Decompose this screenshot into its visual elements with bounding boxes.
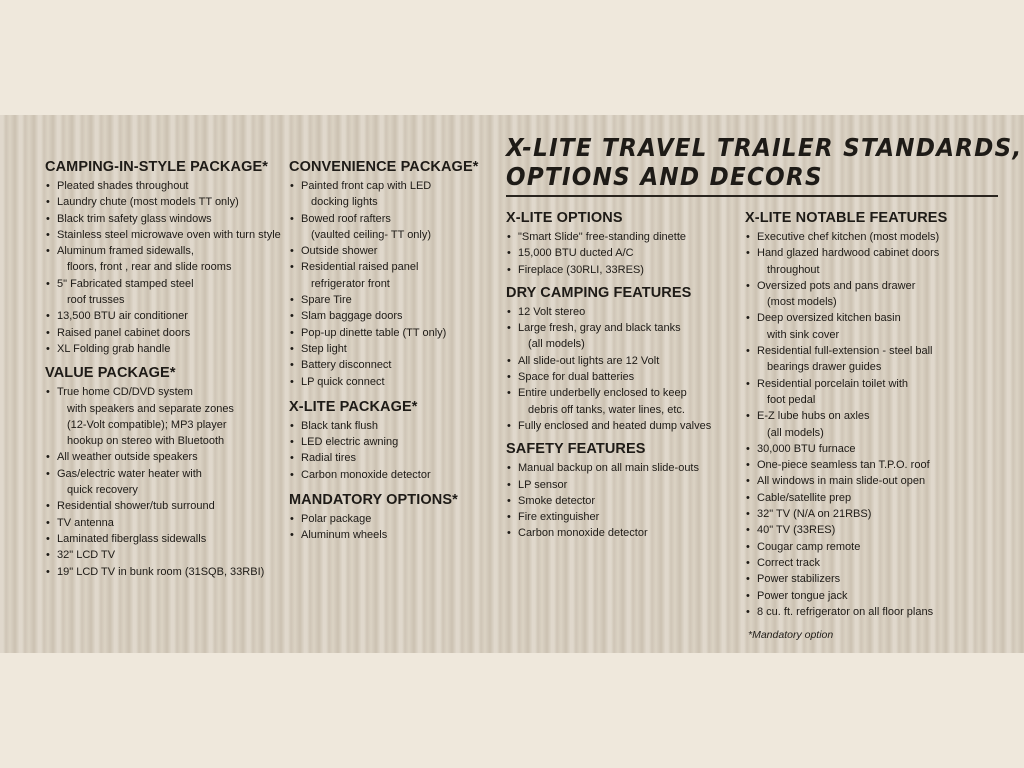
feature-text: All slide-out lights are 12 Volt — [518, 354, 660, 367]
feature-text: Correct track — [757, 556, 820, 569]
feature-text-continued: (all models) — [767, 426, 824, 439]
feature-text: Deep oversized kitchen basin — [757, 312, 901, 325]
feature-text: Raised panel cabinet doors — [57, 326, 191, 339]
feature-text: Battery disconnect — [301, 359, 392, 372]
feature-item — [506, 493, 711, 509]
feature-item — [745, 310, 947, 343]
feature-item — [506, 229, 711, 245]
feature-item — [45, 211, 281, 227]
feature-text: Aluminum framed sidewalls, — [57, 245, 194, 258]
feature-item — [745, 555, 947, 571]
feature-item — [289, 259, 478, 292]
feature-item — [289, 211, 478, 244]
feature-text: Residential raised panel — [301, 261, 419, 274]
feature-text: 12 Volt stereo — [518, 305, 586, 318]
feature-text: Manual backup on all main slide-outs — [518, 462, 699, 475]
feature-text: XL Folding grab handle — [57, 342, 171, 355]
feature-text: 5" Fabricated stamped steel — [57, 277, 194, 290]
feature-text: Power tongue jack — [757, 589, 848, 602]
feature-text: 30,000 BTU furnace — [757, 442, 856, 455]
feature-text: 32" TV (N/A on 21RBS) — [757, 508, 872, 521]
feature-item — [745, 604, 947, 620]
feature-text: Entire underbelly enclosed to keep — [518, 387, 687, 400]
feature-list — [506, 229, 711, 278]
feature-item — [506, 245, 711, 261]
section-title: MANDATORY OPTIONS* — [289, 492, 458, 509]
section-safety-features — [506, 441, 711, 541]
feature-text: Pop-up dinette table (TT only) — [301, 326, 447, 339]
feature-text: Bowed roof rafters — [301, 212, 391, 225]
feature-text: Laminated fiberglass sidewalls — [57, 532, 207, 545]
feature-text: Painted front cap with LED — [301, 180, 432, 192]
feature-item — [45, 564, 281, 580]
feature-item — [45, 243, 281, 276]
feature-list — [45, 178, 281, 357]
section-dry-camping — [506, 285, 711, 434]
feature-item — [506, 460, 711, 476]
feature-item — [289, 374, 478, 390]
feature-list — [45, 384, 281, 580]
feature-text: Executive chef kitchen (most models) — [757, 231, 940, 243]
feature-text-continued: (most models) — [767, 296, 837, 309]
section-title: SAFETY FEATURES — [506, 441, 646, 458]
feature-text-continued: (all models) — [528, 338, 585, 351]
section-title: CAMPING-IN-STYLE PACKAGE* — [45, 159, 268, 175]
column-1 — [45, 159, 281, 580]
feature-item — [45, 325, 281, 341]
feature-item — [289, 357, 478, 373]
feature-text-continued: with sink cover — [767, 328, 840, 341]
features-panel — [0, 115, 1024, 653]
feature-item — [45, 308, 281, 324]
feature-text: Aluminum wheels — [301, 529, 388, 542]
feature-text: Power stabilizers — [757, 573, 841, 586]
section-title: CONVENIENCE PACKAGE* — [289, 159, 479, 175]
feature-item — [45, 178, 281, 194]
feature-item — [745, 441, 947, 457]
feature-item — [45, 227, 281, 243]
feature-text: Carbon monoxide detector — [518, 527, 648, 540]
feature-text-continued: refrigerator front — [311, 277, 390, 290]
section-mandatory-options — [289, 492, 478, 544]
feature-item — [45, 276, 281, 309]
feature-text: 13,500 BTU air conditioner — [57, 310, 188, 323]
section-title: VALUE PACKAGE* — [45, 365, 176, 382]
feature-item — [289, 418, 478, 434]
feature-text: 15,000 BTU ducted A/C — [518, 247, 634, 260]
feature-text: Space for dual batteries — [518, 371, 635, 384]
feature-item — [45, 547, 281, 563]
feature-text: Smoke detector — [518, 494, 596, 507]
feature-text: True home CD/DVD system — [57, 386, 193, 399]
feature-text: Polar package — [301, 513, 372, 526]
column-3 — [506, 210, 711, 542]
feature-text: Oversized pots and pans drawer — [757, 279, 916, 292]
section-xlite-package — [289, 399, 478, 483]
feature-item — [745, 473, 947, 489]
feature-item — [506, 525, 711, 541]
feature-text: Cable/satellite prep — [757, 491, 852, 504]
feature-item — [506, 477, 711, 493]
feature-text: LED electric awning — [301, 436, 399, 449]
feature-item — [45, 194, 281, 210]
feature-text: Large fresh, gray and black tanks — [518, 322, 681, 335]
feature-text: Hand glazed hardwood cabinet doors — [757, 247, 940, 260]
feature-text: Carbon monoxide detector — [301, 468, 431, 481]
feature-item — [45, 341, 281, 357]
feature-text: Step light — [301, 342, 347, 355]
feature-text: Black trim safety glass windows — [57, 212, 212, 225]
feature-item — [745, 278, 947, 311]
feature-text-continued: throughout — [767, 263, 820, 276]
feature-item — [506, 385, 711, 418]
title-line-2: OPTIONS AND DECORS — [506, 162, 823, 191]
section-convenience-package — [289, 159, 478, 390]
feature-item — [745, 588, 947, 604]
feature-text: One-piece seamless tan T.P.O. roof — [757, 459, 930, 472]
feature-text-continued: with speakers and separate zones — [67, 402, 234, 415]
feature-text: Residential full-extension - steel ball — [757, 345, 933, 358]
feature-item — [745, 457, 947, 473]
feature-item — [745, 343, 947, 376]
feature-text-continued: (vaulted ceiling- TT only) — [311, 228, 432, 241]
page-title — [506, 133, 1023, 191]
feature-text: Fully enclosed and heated dump valves — [518, 419, 712, 432]
section-title: DRY CAMPING FEATURES — [506, 284, 692, 301]
feature-item — [506, 369, 711, 385]
feature-item — [506, 509, 711, 525]
feature-text: 8 cu. ft. refrigerator on all floor plans — [757, 605, 934, 618]
feature-text: "Smart Slide" free-standing dinette — [518, 231, 687, 243]
title-line-1: X-LITE TRAVEL TRAILER STANDARDS, — [506, 133, 1023, 162]
feature-text: LP quick connect — [301, 375, 385, 388]
column-4 — [745, 210, 947, 620]
section-camping-in-style — [45, 159, 281, 357]
feature-item — [745, 245, 947, 278]
feature-text: Laundry chute (most models TT only) — [57, 196, 239, 209]
feature-item — [506, 418, 711, 434]
feature-item — [289, 450, 478, 466]
feature-list — [289, 511, 478, 544]
feature-text: Stainless steel microwave oven with turn style — [57, 228, 281, 241]
feature-text-continued: (12-Volt compatible); MP3 player — [67, 418, 227, 431]
section-title: X-LITE PACKAGE* — [289, 398, 418, 415]
feature-list — [289, 418, 478, 483]
feature-item — [506, 353, 711, 369]
feature-item — [745, 506, 947, 522]
feature-text: LP sensor — [518, 478, 568, 491]
feature-text: 40" TV (33RES) — [757, 524, 836, 537]
feature-text: Black tank flush — [301, 419, 379, 432]
feature-text-continued: docking lights — [311, 196, 378, 209]
feature-text: Fire extinguisher — [518, 511, 600, 524]
feature-item — [289, 243, 478, 259]
feature-text: Residential porcelain toilet with — [757, 377, 909, 390]
section-xlite-options — [506, 210, 711, 278]
feature-item — [745, 408, 947, 441]
feature-text-continued: debris off tanks, water lines, etc. — [528, 403, 685, 416]
feature-text: Outside shower — [301, 245, 378, 258]
feature-item — [45, 384, 281, 449]
feature-item — [745, 571, 947, 587]
feature-list — [506, 304, 711, 434]
feature-item — [745, 522, 947, 538]
feature-item — [745, 539, 947, 555]
feature-item — [45, 449, 281, 465]
feature-text: All weather outside speakers — [57, 451, 198, 464]
feature-text: TV antenna — [57, 516, 114, 529]
feature-text: Cougar camp remote — [757, 540, 861, 553]
feature-list — [745, 229, 947, 620]
feature-item — [289, 292, 478, 308]
section-title: X-LITE OPTIONS — [506, 210, 623, 226]
feature-item — [45, 515, 281, 531]
feature-item — [45, 531, 281, 547]
feature-item — [289, 467, 478, 483]
feature-item — [45, 498, 281, 514]
section-title: X-LITE NOTABLE FEATURES — [745, 210, 948, 226]
section-notable-features — [745, 210, 947, 620]
footnote: *Mandatory option — [748, 629, 834, 641]
title-divider — [506, 195, 998, 197]
feature-text: Fireplace (30RLI, 33RES) — [518, 263, 644, 276]
feature-item — [506, 262, 711, 278]
feature-item — [745, 376, 947, 409]
feature-text: Radial tires — [301, 452, 357, 465]
feature-item — [745, 490, 947, 506]
feature-item — [745, 229, 947, 245]
feature-text: Residential shower/tub surround — [57, 500, 215, 513]
feature-item — [289, 341, 478, 357]
feature-text: Gas/electric water heater with — [57, 467, 202, 480]
feature-text: Slam baggage doors — [301, 310, 403, 323]
feature-item — [289, 325, 478, 341]
feature-text-continued: foot pedal — [767, 393, 816, 406]
column-2 — [289, 159, 478, 544]
feature-text: Spare Tire — [301, 294, 352, 307]
section-value-package — [45, 365, 281, 580]
feature-item — [289, 527, 478, 543]
feature-text-continued: hookup on stereo with Bluetooth — [67, 435, 225, 448]
feature-item — [289, 178, 478, 211]
feature-text-continued: roof trusses — [67, 294, 125, 307]
feature-list — [506, 460, 711, 541]
feature-text-continued: bearings drawer guides — [767, 361, 882, 374]
feature-item — [289, 511, 478, 527]
feature-text: 32" LCD TV — [57, 549, 116, 562]
feature-text: All windows in main slide-out open — [757, 475, 926, 488]
feature-item — [45, 466, 281, 499]
feature-list — [289, 178, 478, 390]
feature-text-continued: floors, front , rear and slide rooms — [67, 261, 232, 274]
feature-text: 19" LCD TV in bunk room (31SQB, 33RBI) — [57, 565, 265, 578]
feature-item — [506, 320, 711, 353]
feature-text: E-Z lube hubs on axles — [757, 410, 870, 423]
feature-item — [289, 308, 478, 324]
feature-text: Pleated shades throughout — [57, 180, 189, 192]
feature-text-continued: quick recovery — [67, 484, 138, 497]
feature-item — [289, 434, 478, 450]
feature-item — [506, 304, 711, 320]
